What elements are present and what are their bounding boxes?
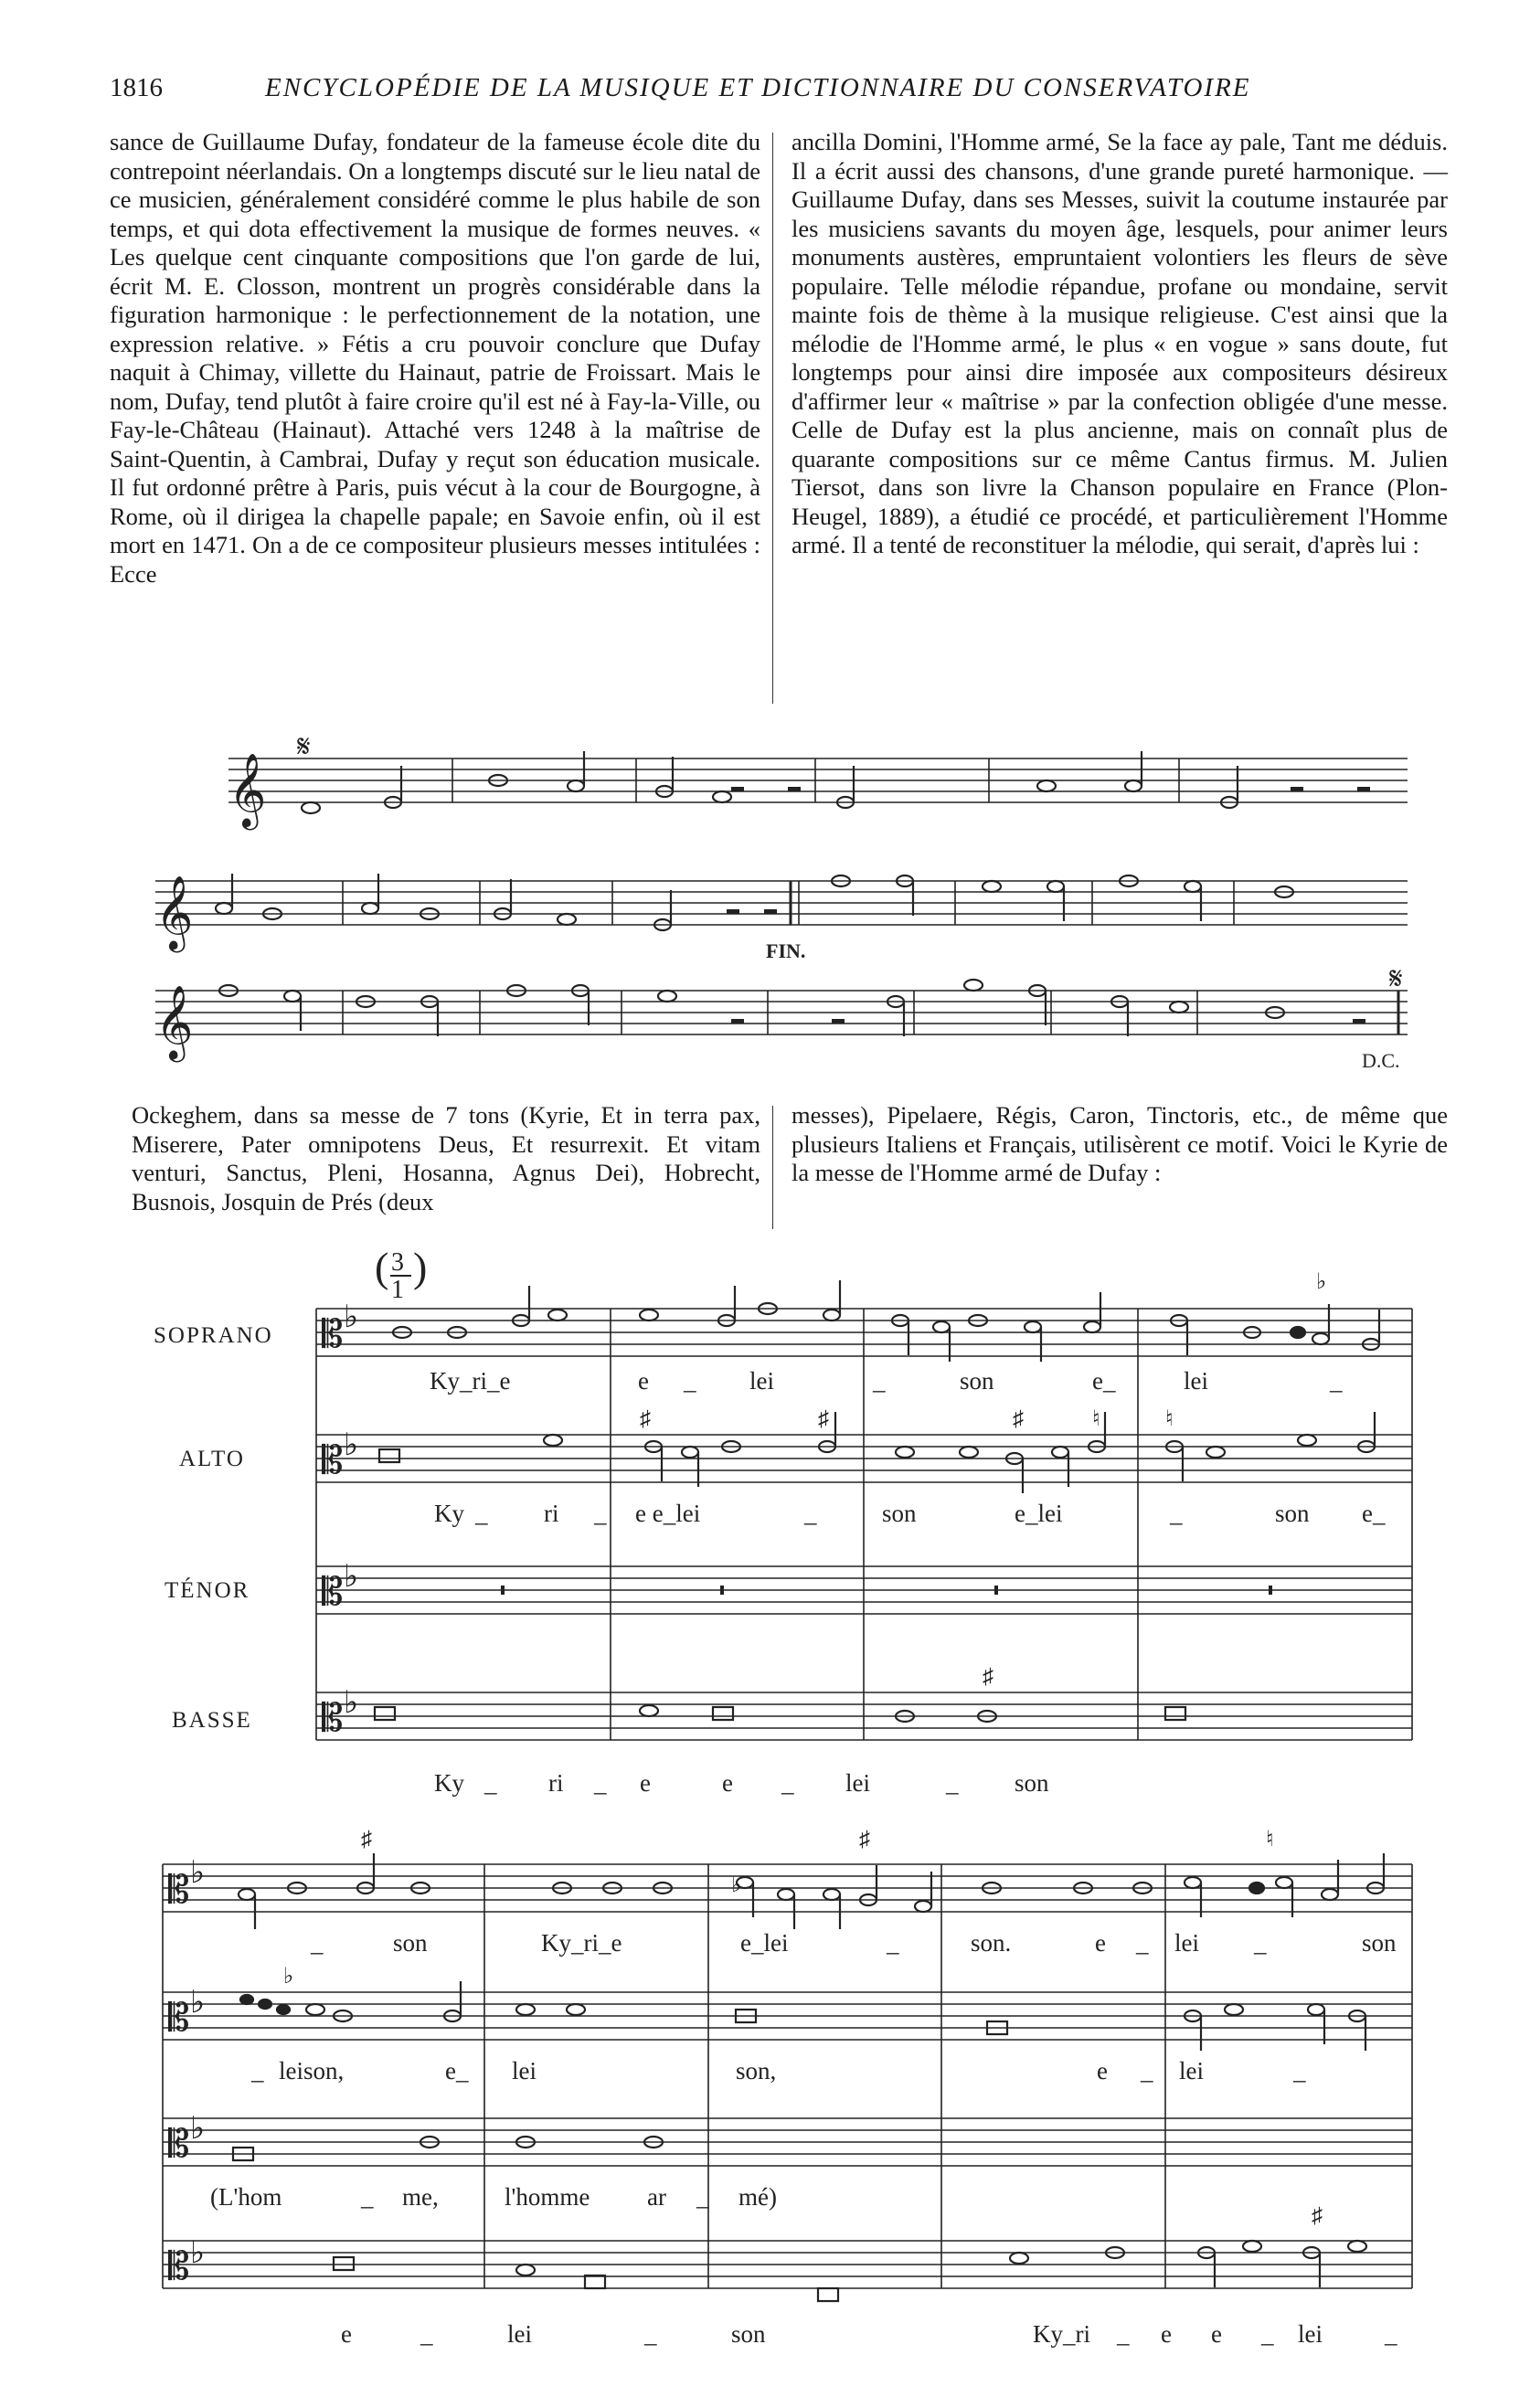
segno-icon: 𝄋 — [1389, 962, 1403, 996]
lyric-alto: _ — [475, 1500, 488, 1527]
flat-icon: ♭ — [344, 1560, 359, 1594]
flat-icon: ♭ — [344, 1300, 359, 1334]
flat-icon: ♭ — [190, 2112, 206, 2146]
running-title: ENCYCLOPÉDIE DE LA MUSIQUE ET DICTIONNAIRE DU CONSERVATOIRE — [265, 73, 1251, 102]
flat-icon: ♭ — [190, 2236, 206, 2270]
lyric-soprano: lei — [1174, 1929, 1199, 1957]
flat-icon: ♭ — [190, 1856, 206, 1890]
lyric-basse: lei — [1298, 2320, 1323, 2348]
lyric-soprano: _ — [1136, 1929, 1149, 1957]
lyric-basse: Ky_ri — [1033, 2320, 1090, 2348]
rests — [727, 787, 1370, 1024]
lyric-tenor: me, — [402, 2183, 439, 2211]
lyric-alto: lei — [512, 2057, 537, 2084]
lyric-alto: e_ — [1362, 1500, 1386, 1527]
lyric-basse: _ — [594, 1769, 607, 1797]
lyric-basse: _ — [1117, 2320, 1130, 2348]
lyric-alto: e — [1097, 2057, 1108, 2084]
lyric-soprano: son. — [971, 1929, 1012, 1957]
sharp-icon: ♯ — [818, 1407, 829, 1431]
kyrie-score — [0, 1252, 1530, 2367]
system-1-notes — [375, 1280, 1379, 1722]
melody-notes — [216, 751, 1293, 1036]
treble-clef-icon: 𝄞 — [228, 756, 267, 826]
sharp-icon: ♯ — [361, 1828, 372, 1851]
lyric-alto: _ — [804, 1500, 817, 1527]
voice-label-tenor: TÉNOR — [165, 1578, 250, 1603]
melody-staff-2 — [155, 881, 1408, 925]
c-clef-icon: 𝄡 — [322, 1314, 344, 1356]
lyric-soprano: _ — [887, 1929, 899, 1957]
lyric-alto: _ — [1141, 2057, 1153, 2084]
lyric-basse: _ — [946, 1769, 959, 1797]
c-clef-icon: 𝄡 — [322, 1572, 344, 1614]
lyric-soprano: e_lei — [740, 1929, 789, 1957]
column-divider — [772, 133, 773, 704]
treble-clef-icons — [155, 754, 266, 1062]
melody-staff-3 — [155, 991, 1408, 1034]
paragraph: Ockeghem, dans sa messe de 7 tons (Kyrie, Et in terra pax, Miserere, Pater omnipotens Deus, Et resurrexit. Et vitam venturi, Sanctus, Pleni, Hosanna, Agnus Dei), Hobrecht, Busnois, Josquin de Prés (deux — [132, 1101, 760, 1215]
lyric-basse: e — [640, 1769, 651, 1797]
text-column-left-top — [110, 128, 760, 589]
time-signature-top: 3 — [391, 1252, 404, 1277]
page-header — [110, 73, 1412, 110]
lyric-soprano: _ — [311, 1929, 324, 1957]
lyric-basse: Ky — [434, 1769, 464, 1797]
system-1-lyrics — [430, 1367, 1386, 1797]
flat-icon: ♭ — [1316, 1270, 1327, 1294]
time-signature-bottom: 1 — [391, 1276, 404, 1304]
lyric-basse: _ — [420, 2320, 433, 2348]
system-2-staves — [163, 1864, 1412, 2288]
fin-label: FIN. — [766, 939, 806, 962]
lyric-basse: _ — [1385, 2320, 1397, 2348]
lyric-alto: _ — [251, 2057, 264, 2084]
lyric-soprano: _ — [1330, 1367, 1343, 1395]
time-signature-paren: ( — [375, 1252, 389, 1290]
sharp-icon: ♯ — [859, 1828, 870, 1851]
lyric-basse: _ — [781, 1769, 794, 1797]
lyric-alto: e_ — [445, 2057, 469, 2084]
melody-staff-1 — [228, 758, 1408, 802]
lyric-alto: _ — [1293, 2057, 1306, 2084]
system-2-notes — [233, 1853, 1384, 2301]
lyric-soprano: son — [1362, 1929, 1397, 1957]
sharp-icon: ♯ — [1013, 1407, 1024, 1431]
c-clef-icon: 𝄡 — [168, 1870, 190, 1912]
lyric-alto: e e_lei — [635, 1500, 701, 1527]
c-clef-icon: 𝄡 — [168, 2246, 190, 2288]
text-column-right-top — [792, 128, 1448, 560]
natural-icon: ♮ — [1165, 1407, 1174, 1431]
lyric-alto: leison, — [279, 2057, 345, 2084]
lyric-alto: son, — [736, 2057, 777, 2084]
time-signature-paren: ) — [413, 1252, 428, 1290]
lyric-tenor: _ — [696, 2183, 709, 2211]
flat-icon: ♭ — [344, 1686, 359, 1720]
lyric-soprano: e_ — [1092, 1367, 1116, 1395]
voice-label-alto: ALTO — [179, 1447, 245, 1471]
lyric-tenor: mé) — [738, 2183, 777, 2211]
lyric-basse: son — [1015, 1769, 1049, 1797]
treble-clef-icon: 𝄞 — [155, 878, 194, 949]
lyric-soprano: lei — [1184, 1367, 1208, 1395]
lyric-soprano: son — [960, 1367, 994, 1395]
lyric-alto: son — [882, 1500, 917, 1527]
lyric-soprano: _ — [1254, 1929, 1267, 1957]
lyric-basse: e — [1211, 2320, 1222, 2348]
dc-label: D.C. — [1362, 1049, 1400, 1069]
lyric-basse: _ — [644, 2320, 657, 2348]
column-divider — [772, 1106, 773, 1229]
lyric-soprano: _ — [873, 1367, 886, 1395]
natural-icon: ♮ — [1266, 1828, 1274, 1851]
lyric-tenor: l'homme — [505, 2183, 590, 2211]
melody-notation — [137, 731, 1417, 1069]
lyric-soprano: e — [638, 1367, 649, 1395]
lyric-basse: e — [341, 2320, 352, 2348]
treble-clef-icon: 𝄞 — [155, 988, 194, 1058]
segno-icon: 𝄋 — [297, 731, 311, 764]
lyric-basse: _ — [484, 1769, 497, 1797]
lyric-alto: son — [1275, 1500, 1310, 1527]
page-number: 1816 — [110, 73, 163, 102]
lyric-alto: _ — [594, 1500, 607, 1527]
lyric-basse: e — [1161, 2320, 1172, 2348]
voice-label-soprano: SOPRANO — [154, 1323, 273, 1348]
lyric-tenor: ar — [647, 2183, 666, 2211]
flat-icon: ♭ — [344, 1428, 359, 1462]
lyric-tenor: _ — [361, 2183, 374, 2211]
lyric-alto: ri — [544, 1500, 559, 1527]
c-clef-icon: 𝄡 — [322, 1440, 344, 1482]
sharp-icon: ♯ — [640, 1407, 651, 1431]
flat-icon: ♭ — [731, 1873, 742, 1897]
lyric-soprano: son — [393, 1929, 428, 1957]
c-clef-icon: 𝄡 — [322, 1698, 344, 1740]
sharp-icon: ♯ — [983, 1665, 993, 1689]
lyric-soprano: Ky_ri_e — [430, 1367, 511, 1395]
lyric-alto: e_lei — [1015, 1500, 1063, 1527]
lyric-soprano: lei — [749, 1367, 774, 1395]
text-column-right-mid — [792, 1101, 1448, 1188]
lyric-basse: lei — [845, 1769, 870, 1797]
lyric-basse: lei — [507, 2320, 532, 2348]
lyric-soprano: Ky_ri_e — [541, 1929, 622, 1957]
lyric-basse: son — [731, 2320, 766, 2348]
flat-icon: ♭ — [283, 1965, 294, 1989]
lyric-basse: e — [722, 1769, 733, 1797]
lyric-soprano: _ — [684, 1367, 696, 1395]
sharp-icon: ♯ — [1312, 2204, 1323, 2228]
lyric-basse: _ — [1261, 2320, 1274, 2348]
lyric-basse: ri — [548, 1769, 564, 1797]
c-clef-icon: 𝄡 — [168, 1998, 190, 2040]
lyric-soprano: e — [1095, 1929, 1106, 1957]
paragraph: messes), Pipelaere, Régis, Caron, Tinctoris, etc., de même que plusieurs Italiens et Français, utilisèrent ce motif. Voici le Kyrie de la messe de l'Homme armé de Dufay : — [792, 1101, 1448, 1186]
c-clef-icon: 𝄡 — [168, 2124, 190, 2166]
text-column-left-mid — [132, 1101, 760, 1216]
lyric-alto: lei — [1179, 2057, 1204, 2084]
lyric-tenor: (L'hom — [210, 2183, 282, 2211]
flat-icon: ♭ — [190, 1986, 206, 2020]
paragraph: sance de Guillaume Dufay, fondateur de la fameuse école dite du contrepoint néerlandais. On a longtemps discuté sur le lieu natal de ce musicien, généralement considéré comme le plus habile de son temps, et qui dota effectivement la musique de formes neuves. « Les quelque cent cinquante compositions que l'on garde de lui, écrit M. E. Closson, montrent un progrès considérable dans la figuration harmonique : le perfectionnement de la notation, une expression relative. » Fétis a cru pouvoir conclure que Dufay naquit à Chimay, villette du Hainaut, patrie de Froissart. Mais le nom, Dufay, tend plutôt à faire croire qu'il est né à Fay-la-Ville, ou Fay-le-Château (Hainaut). Attaché vers 1248 à la maîtrise de Saint-Quentin, à Cambrai, Dufay y reçut son éducation musicale. Il fut ordonné prêtre à Paris, puis vécut à la cour de Bourgogne, à Rome, où il dirigea la chapelle papale; en Savoie enfin, où il est mort en 1471. On a de ce compositeur plusieurs messes intitulées : Ecce — [110, 128, 760, 588]
lyric-alto: _ — [1170, 1500, 1183, 1527]
natural-icon: ♮ — [1092, 1407, 1100, 1431]
voice-label-basse: BASSE — [172, 1708, 252, 1733]
lyric-alto: Ky — [434, 1500, 464, 1527]
paragraph: ancilla Domini, l'Homme armé, Se la face ay pale, Tant me déduis. Il a écrit aussi des chansons, d'une grande pureté harmonique. — Guillaume Dufay, dans ses Messes, suivit la coutume instaurée par les musiciens savants du moyen âge, lesquels, pour animer leurs monuments austères, empruntaient volontiers les fleurs de sève populaire. Telle mélodie répandue, profane ou mondaine, servit mainte fois de thème à la musique religieuse. C'est ainsi que la mélodie de l'Homme armé, le plus « en vogue » sans doute, fut longtemps pour ainsi dire imposée aux compositeurs désireux d'affirmer leur « maîtrise » par la confection obligée d'une messe. Celle de Dufay est la plus ancienne, mais on connaît plus de quarante compositions sur ce même Cantus firmus. M. Julien Tiersot, dans son livre la Chanson populaire en France (Plon-Heugel, 1889), a étudié ce procédé, et particulièrement l'Homme armé. Il a tenté de reconstituer la mélodie, qui serait, d'après lui : — [792, 128, 1448, 558]
